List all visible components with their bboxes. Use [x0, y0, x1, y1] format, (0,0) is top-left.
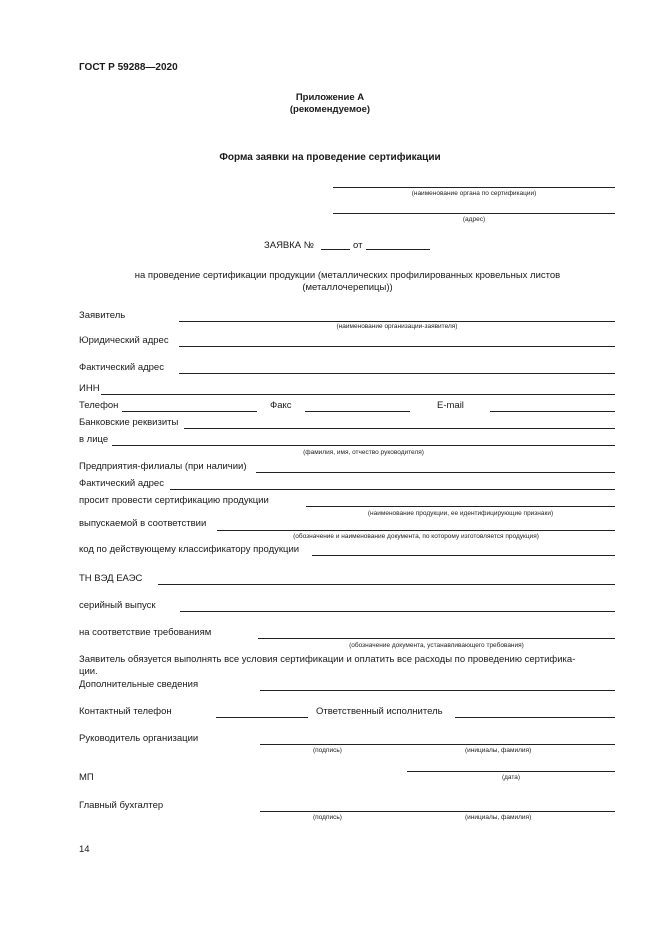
applicant-label: Заявитель [79, 310, 126, 321]
head-signature-caption: (подпись) [313, 747, 342, 754]
legal-address-line[interactable] [179, 346, 615, 347]
head-initials-caption: (инициалы, фамилия) [465, 747, 532, 754]
appendix-title: Приложение А [295, 92, 365, 103]
additional-info-label: Дополнительные сведения [79, 679, 199, 690]
responsible-line[interactable] [455, 717, 615, 718]
head-label: Руководитель организации [79, 733, 199, 744]
inn-label: ИНН [79, 383, 100, 394]
date-caption: (дата) [501, 774, 521, 781]
standard-number: ГОСТ Р 59288—2020 [79, 62, 178, 73]
page-number: 14 [79, 844, 90, 855]
person-line[interactable] [112, 445, 615, 446]
bank-details-line[interactable] [184, 428, 615, 429]
date-line[interactable] [407, 771, 615, 772]
accountant-label: Главный бухгалтер [79, 800, 164, 811]
head-signature-line[interactable] [260, 744, 615, 745]
obligation-line1: Заявитель обязуется выполнять все условия сертификации и оплатить все расходы по проведению сертифика- [79, 654, 576, 665]
tnved-line[interactable] [158, 584, 615, 585]
tnved-label: ТН ВЭД ЕАЭС [79, 573, 143, 584]
request-label: просит провести сертификацию продукции [79, 495, 269, 506]
application-subject-line1: на проведение сертификации продукции (металлических профилированных кровельных листов [134, 270, 561, 281]
responsible-label: Ответственный исполнитель [316, 706, 443, 717]
product-caption: (наименование продукции, ее идентифицирующие признаки) [367, 510, 554, 517]
serial-line[interactable] [180, 611, 615, 612]
application-number-line[interactable] [321, 249, 350, 250]
compliance-caption: (обозначение документа, устанавливающего требования) [349, 642, 524, 649]
accountant-signature-line[interactable] [260, 811, 615, 812]
application-date-line[interactable] [366, 249, 430, 250]
application-from-label: от [353, 240, 363, 251]
applicant-line[interactable] [179, 321, 615, 322]
compliance-line[interactable] [258, 638, 615, 639]
compliance-label: на соответствие требованиям [79, 627, 212, 638]
applicant-caption: (наименование организации-заявителя) [336, 323, 458, 330]
classifier-label: код по действующему классификатору продукции [79, 544, 300, 555]
person-label: в лице [79, 434, 109, 445]
form-title: Форма заявки на проведение сертификации [219, 152, 441, 163]
certification-body-caption: (наименование органа по сертификации) [411, 190, 537, 197]
product-line[interactable] [306, 506, 615, 507]
fax-label: Факс [270, 400, 292, 411]
bank-details-label: Банковские реквизиты [79, 417, 179, 428]
accountant-initials-caption: (инициалы, фамилия) [465, 814, 532, 821]
produced-label: выпускаемой в соответствии [79, 518, 207, 529]
address-caption: (адрес) [462, 216, 486, 223]
produced-document-line[interactable] [217, 530, 615, 531]
appendix-status: (рекомендуемое) [289, 104, 371, 115]
stamp-label: МП [79, 772, 94, 783]
actual-address-label: Фактический адрес [79, 362, 164, 373]
actual-address-line[interactable] [179, 373, 615, 374]
accountant-signature-caption: (подпись) [313, 814, 342, 821]
fax-line[interactable] [305, 411, 410, 412]
legal-address-label: Юридический адрес [79, 335, 169, 346]
phone-label: Телефон [79, 400, 119, 411]
certification-body-address-line[interactable] [333, 213, 615, 214]
email-line[interactable] [490, 411, 615, 412]
branches-line[interactable] [256, 472, 615, 473]
serial-label: серийный выпуск [79, 600, 156, 611]
person-caption: (фамилия, имя, отчество руководителя) [303, 449, 424, 456]
branch-address-line[interactable] [170, 489, 615, 490]
email-label: E-mail [437, 400, 464, 411]
contact-phone-label: Контактный телефон [79, 706, 172, 717]
application-label: ЗАЯВКА № [264, 240, 314, 251]
application-subject-line2: (металлочерепицы)) [302, 282, 393, 293]
phone-line[interactable] [122, 411, 257, 412]
certification-body-line[interactable] [333, 187, 615, 188]
additional-info-line[interactable] [260, 690, 615, 691]
inn-line[interactable] [101, 394, 615, 395]
branch-address-label: Фактический адрес [79, 478, 164, 489]
branches-label: Предприятия-филиалы (при наличии) [79, 461, 247, 472]
contact-phone-line[interactable] [216, 717, 308, 718]
obligation-line2: ции. [79, 666, 98, 677]
classifier-line[interactable] [312, 555, 615, 556]
produced-document-caption: (обозначение и наименование документа, по которому изготовляется продукция) [293, 533, 539, 540]
